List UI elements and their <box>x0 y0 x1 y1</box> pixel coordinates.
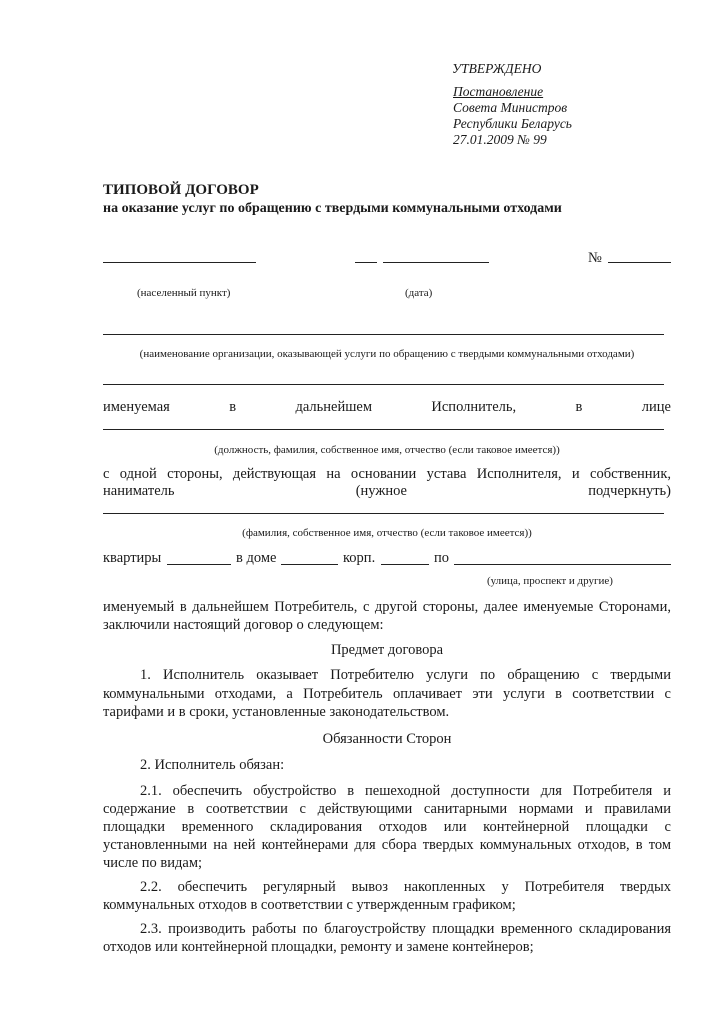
building-label: корп. <box>343 550 376 566</box>
apartment-label: квартиры <box>103 550 162 566</box>
house-label: в доме <box>236 550 277 566</box>
place-caption: (населенный пункт) <box>137 287 231 299</box>
approval-heading: УТВЕРЖДЕНО <box>452 61 542 76</box>
clause-line: 2.1. обеспечить обустройство в пешеходной доступности для Потребителя и <box>140 783 671 799</box>
consumer-caption: (фамилия, собственное имя, отчество (если таковое имеется)) <box>242 527 532 539</box>
house-blank <box>281 564 338 565</box>
representative-caption: (должность, фамилия, собственное имя, отчество (если таковое имеется)) <box>214 444 560 456</box>
date-caption: (дата) <box>405 287 433 299</box>
number-label: № <box>588 250 602 266</box>
section-heading-subject: Предмет договора <box>330 642 444 658</box>
street-caption: (улица, проспект и другие) <box>487 575 613 587</box>
clause-line: числе по видам; <box>103 855 203 871</box>
consumer-line-1: именуемый в дальнейшем Потребитель, с другой стороны, далее именуемые Сторонами, <box>103 599 671 615</box>
clause-line: площадки временного складирования отходов или контейнерной площадки с <box>103 819 671 835</box>
approval-issuer-2: Республики Беларусь <box>453 116 572 131</box>
one-side-line-2: наниматель (нужное подчеркнуть) <box>103 483 671 499</box>
clause-line: 2.3. производить работы по благоустройству площадки временного складирования <box>140 921 671 937</box>
clause-line: установленными на ней контейнерами для сбора твердых коммунальных отходов, в том <box>103 837 671 853</box>
clause-line: тарифами и в сроки, установленные законодательством. <box>103 704 450 720</box>
date-blank <box>383 262 489 263</box>
clause-line: 1. Исполнитель оказывает Потребителю услуги по обращению с твердыми <box>140 667 671 683</box>
day-blank <box>355 262 377 263</box>
organization-blank <box>103 334 664 335</box>
executor-line: именуемая в дальнейшем Исполнитель, в лице <box>103 399 671 415</box>
organization-caption: (наименование организации, оказывающей услуги по обращению с твердыми коммунальными отходами) <box>139 348 635 360</box>
consumer-blank <box>103 513 664 514</box>
building-blank <box>381 564 429 565</box>
approval-issuer-1: Совета Министров <box>453 100 568 115</box>
number-blank <box>608 262 671 263</box>
document-subtitle: на оказание услуг по обращению с твердыми коммунальными отходами <box>103 201 562 216</box>
approval-date-number: 27.01.2009 № 99 <box>453 132 547 147</box>
street-blank <box>454 564 671 565</box>
organization-blank-2 <box>103 384 664 385</box>
clause-2: 2. Исполнитель обязан: <box>140 757 285 773</box>
approval-doc-type: Постановление <box>453 84 544 99</box>
section-heading-obligations: Обязанности Сторон <box>322 731 452 747</box>
place-blank <box>103 262 256 263</box>
representative-blank <box>103 429 664 430</box>
consumer-line-2: заключили настоящий договор о следующем: <box>103 617 384 633</box>
clause-line: содержание в соответствии с действующими санитарными нормами и правилами <box>103 801 671 817</box>
clause-line: 2.2. обеспечить регулярный вывоз накопленных у Потребителя твердых <box>140 879 671 895</box>
clause-line: коммунальных отходов в соответствии с утвержденным графиком; <box>103 897 516 913</box>
apartment-blank <box>167 564 231 565</box>
one-side-line-1: с одной стороны, действующая на основании устава Исполнителя, и собственник, <box>103 466 671 482</box>
clause-line: коммунальными отходами, а Потребитель оплачивает эти услуги в соответствии с <box>103 686 671 702</box>
clause-line: отходов или контейнерной площадки, ремонту и замене контейнеров; <box>103 939 534 955</box>
document-title: ТИПОВОЙ ДОГОВОР <box>103 182 259 198</box>
street-label: по <box>434 550 450 566</box>
